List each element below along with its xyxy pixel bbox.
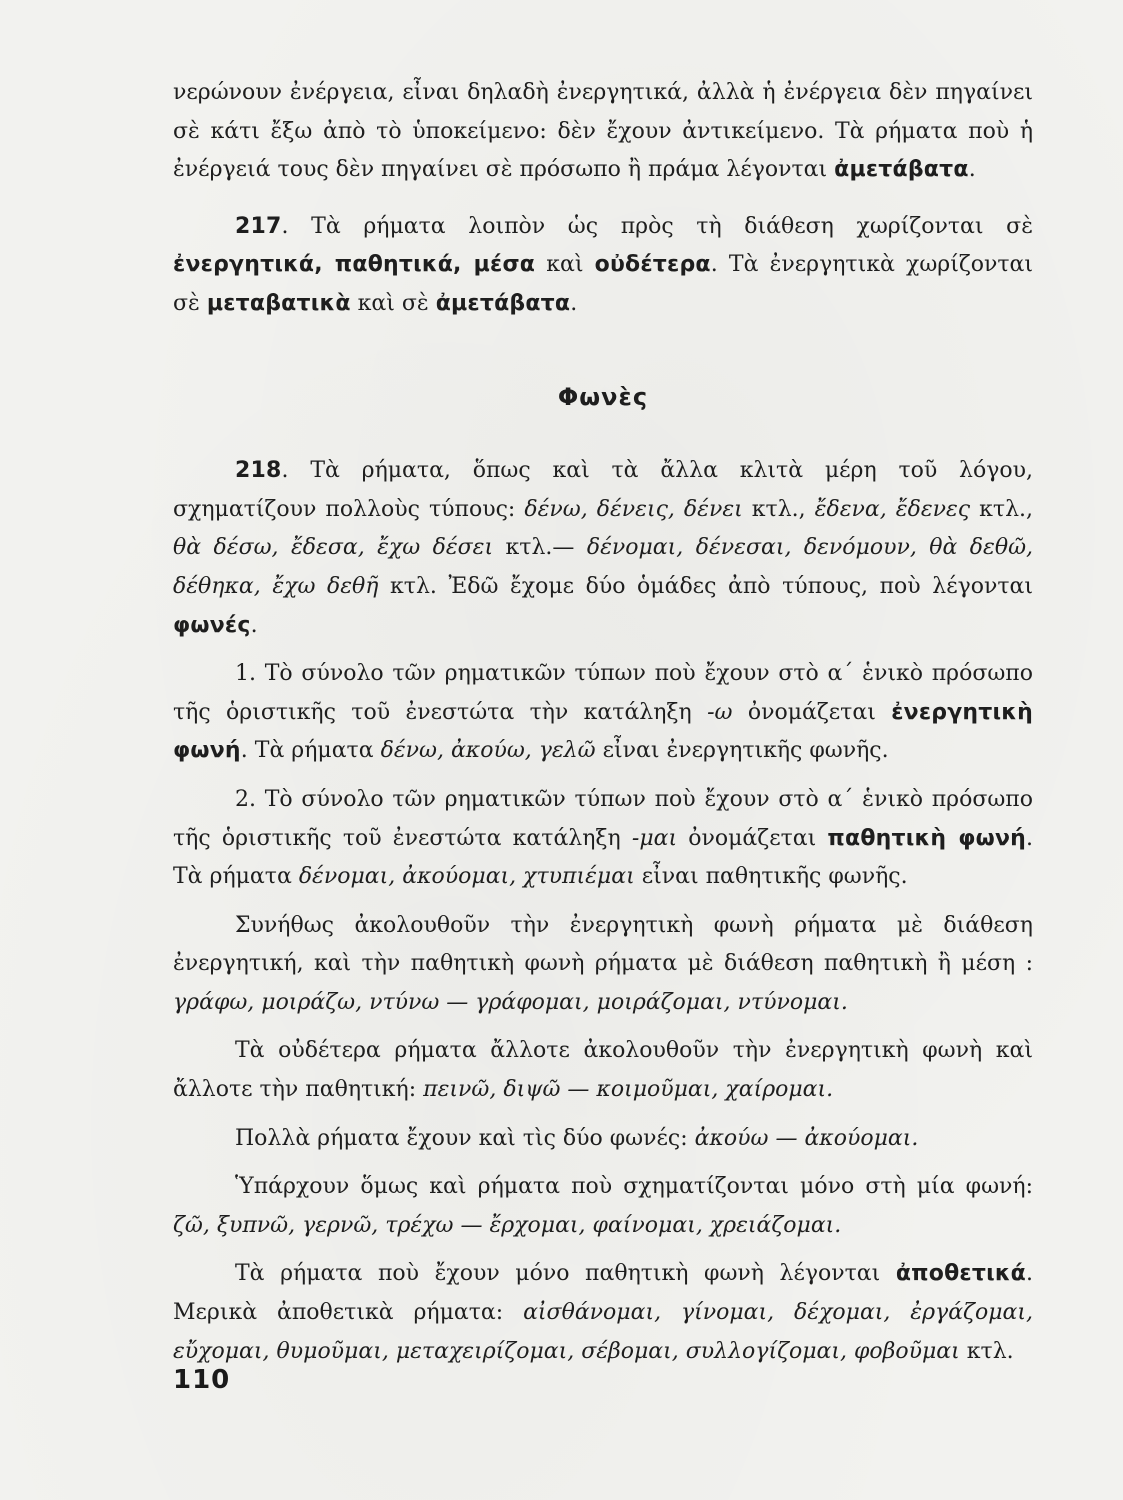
- section-number-217: 217: [235, 213, 282, 239]
- term-ametavata: ἀμετάβατα: [834, 157, 969, 183]
- term-pathitiki-foni: παθητικὴ φωνή: [827, 825, 1026, 851]
- term-apothetika: ἀποθετικά: [895, 1261, 1026, 1287]
- section-heading: Φωνὲς: [557, 382, 649, 411]
- paragraph-intro-continuation: νερώνουν ἐνέργεια, εἶναι δηλαδὴ ἐνεργητικά, ἀλλὰ ἡ ἐνέργεια δὲν πηγαίνει σὲ κάτι ἔξω ἀπὸ τὸ ὑποκείμενο: δὲν ἔχουν ἀντικείμενο. Τὰ ρήματα ποὺ ἡ ἐνέργειά τους δὲν πηγαίνει σὲ πρόσωπο ἢ πράμα λέγονται ἀμετάβατα.: [173, 80, 1033, 183]
- term-ametavata-2: ἀμετάβατα: [435, 290, 571, 316]
- paragraph-usual: Συνήθως ἀκολουθοῦν τὴν ἐνεργητικὴ φωνὴ ρήματα μὲ διάθεση ἐνεργητική, καὶ τὴν παθητικὴ φωνὴ ρήματα μὲ διάθεση παθητικὴ ἢ μέση : γράφω, μοιράζω, ντύνω — γράφομαι, μοιράζομαι, ντύνομαι.: [173, 912, 1033, 1015]
- page-body: [173, 74, 1033, 1371]
- paragraph-single: Ὑπάρχουν ὅμως καὶ ρήματα ποὺ σχηματίζονται μόνο στὴ μία φωνή: ζῶ, ξυπνῶ, γερνῶ, τρέχω — ἔρχομαι, φαίνομαι, χρειάζομαι.: [173, 1174, 1033, 1238]
- paragraph-item-1: 1. Τὸ σύνολο τῶν ρηματικῶν τύπων ποὺ ἔχουν στὸ α΄ ἑνικὸ πρόσωπο τῆς ὁριστικῆς τοῦ ἐνεστώτα τὴν κατάληξη -ω ὀνομάζεται ἐνεργητικὴ φωνή. Τὰ ρήματα δένω, ἀκούω, γελῶ εἶναι ἐνεργητικῆς φωνῆς.: [173, 661, 1033, 764]
- paragraph-deponent: Τὰ ρήματα ποὺ ἔχουν μόνο παθητικὴ φωνὴ λέγονται ἀποθετικά. Μερικὰ ἀποθετικὰ ρήματα: αἰσθάνομαι, γίνομαι, δέχομαι, ἐργάζομαι, εὔχομαι, θυμοῦμαι, μεταχειρίζομαι, σέβομαι, συλλογίζομαι, φοβοῦμαι κτλ.: [173, 1261, 1033, 1364]
- paragraph-217: 217. Τὰ ρήματα λοιπὸν ὡς πρὸς τὴ διάθεση χωρίζονται σὲ ἐνεργητικά, παθητικά, μέσα καὶ οὐδέτερα. Τὰ ἐνεργητικὰ χωρίζονται σὲ μεταβατικὰ καὶ σὲ ἀμετάβατα.: [173, 213, 1034, 316]
- term-oudetera: οὐδέτερα: [594, 252, 711, 278]
- paragraph-neuter: Τὰ οὐδέτερα ρήματα ἄλλοτε ἀκολουθοῦν τὴν ἐνεργητικὴ φωνὴ καὶ ἄλλοτε τὴν παθητική: πεινῶ, διψῶ — κοιμοῦμαι, χαίρομαι.: [173, 1038, 1033, 1103]
- paragraph-218: 218. Τὰ ρήματα, ὅπως καὶ τὰ ἄλλα κλιτὰ μέρη τοῦ λόγου, σχηματίζουν πολλοὺς τύπους: δένω, δένεις, δένει κτλ., ἔδενα, ἔδενες κτλ., θὰ δέσω, ἔδεσα, ἔχω δέσει κτλ.— δένομαι, δένεσαι, δενόμουν, θὰ δεθῶ, δέθηκα, ἔχω δεθῆ κτλ. Ἐδῶ ἔχομε δύο ὁμάδες ἀπὸ τύπους, ποὺ λέγονται φωνές.: [173, 458, 1034, 638]
- term-fones: φωνές: [173, 612, 251, 638]
- section-number-218: 218: [235, 458, 282, 484]
- paragraph-item-2: 2. Τὸ σύνολο τῶν ρηματικῶν τύπων ποὺ ἔχουν στὸ α΄ ἑνικὸ πρόσωπο τῆς ὁριστικῆς τοῦ ἐνεστώτα κατάληξη -μαι ὀνομάζεται παθητικὴ φωνή. Τὰ ρήματα δένομαι, ἀκούομαι, χτυπιέμαι εἶναι παθητικῆς φωνῆς.: [173, 786, 1033, 890]
- term-energitiki-foni: ἐνεργητικὴ φωνή: [173, 699, 1033, 764]
- page-number: 110: [173, 1365, 231, 1395]
- term-metavatika: μεταβατικὰ: [206, 290, 351, 316]
- paragraph-many: Πολλὰ ρήματα ἔχουν καὶ τὶς δύο φωνές: ἀκούω — ἀκούομαι.: [235, 1125, 919, 1151]
- terms-voice-types: ἐνεργητικά, παθητικά, μέσα: [173, 252, 536, 278]
